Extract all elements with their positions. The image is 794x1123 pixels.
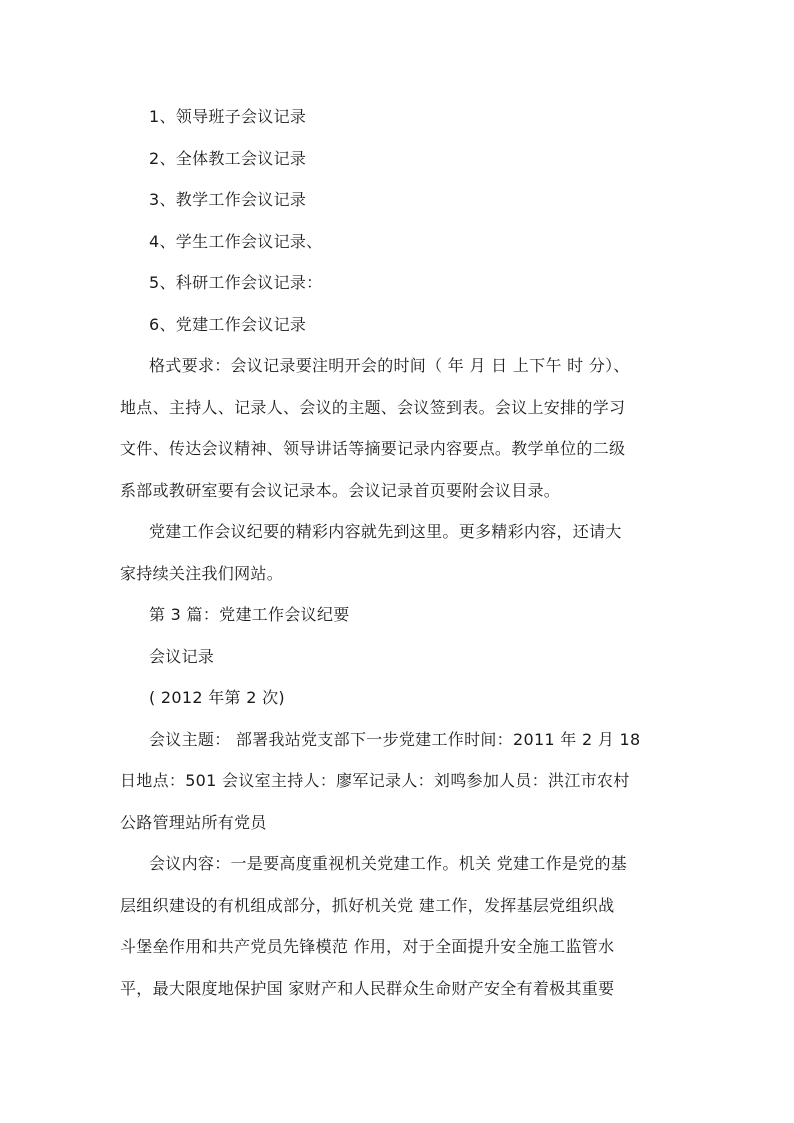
- paragraph-line: 地点、主持人、记录人、会议的主题、会议签到表。会议上安排的学习: [120, 397, 626, 417]
- list-item-5: 5、科研工作会议记录：: [149, 273, 323, 292]
- list-item-6: 6、党建工作会议记录: [149, 314, 307, 334]
- list-item-2: 2、全体教工会议记录: [149, 148, 307, 168]
- record-number: ( 2012 年第 2 次): [149, 688, 285, 707]
- meeting-theme-paragraph: [120, 719, 680, 844]
- record-title: 会议记录: [149, 646, 215, 666]
- paragraph-line: 会议内容：一是要高度重视机关党建工作。机关 党建工作是党的基: [149, 854, 628, 873]
- format-requirements-paragraph: [120, 345, 680, 511]
- paragraph-line: 文件、传达会议精神、领导讲话等摘要记录内容要点。教学单位的二级: [120, 439, 626, 458]
- paragraph-line: 层组织建设的有机组成部分，抓好机关党 建工作，发挥基层党组织战: [120, 895, 615, 915]
- paragraph-line: 斗堡垒作用和共产党员先锋模范 作用，对于全面提升安全施工监管水: [120, 937, 615, 956]
- paragraph-line: 平，最大限度地保护国 家财产和人民群众生命财产安全有着极其重要: [120, 978, 615, 998]
- document-body: [120, 96, 680, 1009]
- paragraph-line: 党建工作会议纪要的精彩内容就先到这里。更多精彩内容，还请大: [149, 522, 622, 541]
- paragraph-line: 格式要求：会议记录要注明开会的时间（ 年 月 日 上下午 时 分）、: [149, 356, 630, 375]
- list-item-4: 4、学生工作会议记录、: [149, 231, 323, 251]
- closing-paragraph: [120, 511, 680, 594]
- paragraph-line: 会议主题： 部署我站党支部下一步党建工作时间：2011 年 2 月 18: [149, 729, 641, 749]
- paragraph-line: 家持续关注我们网站。: [120, 563, 284, 583]
- paragraph-line: 系部或教研室要有会议记录本。会议记录首页要附会议目录。: [120, 480, 561, 500]
- paragraph-line: 日地点：501 会议室主持人：廖军记录人：刘鸣参加人员：洪江市农村: [120, 771, 630, 790]
- paragraph-line: 公路管理站所有党员: [120, 812, 267, 832]
- list-item-3: 3、教学工作会议记录: [149, 190, 307, 209]
- list-item-1: 1、领导班子会议记录: [149, 107, 307, 126]
- section-title: 第 3 篇：党建工作会议纪要: [149, 605, 350, 624]
- meeting-content-paragraph: [120, 843, 680, 1009]
